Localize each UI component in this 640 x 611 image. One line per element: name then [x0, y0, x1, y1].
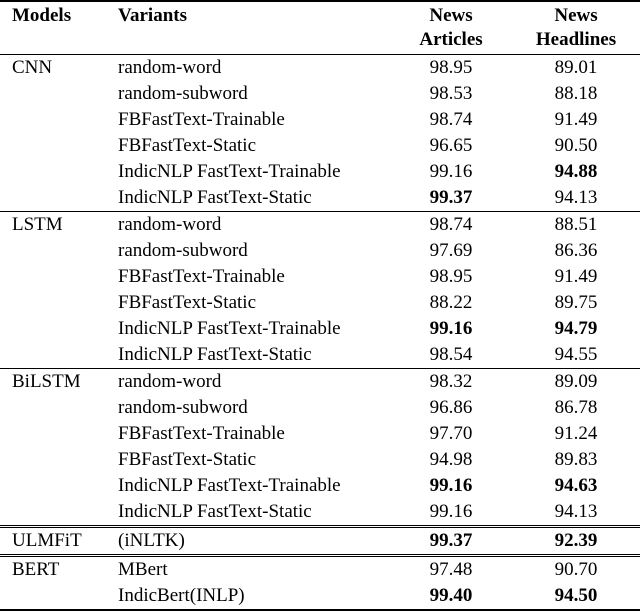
header-news-headlines-line2: Headlines — [512, 28, 640, 55]
model-name-cell — [0, 342, 108, 369]
table-row — [0, 473, 640, 499]
table-row — [0, 447, 640, 473]
table-row — [0, 290, 640, 316]
variant-cell: random-subword — [118, 240, 248, 261]
news-articles-score: 98.95 — [429, 57, 473, 78]
table-row — [0, 369, 640, 396]
news-articles-score: 99.40 — [390, 583, 512, 610]
variant-cell: random-word — [108, 369, 390, 396]
variant-cell: IndicNLP FastText-Static — [118, 344, 312, 365]
header-models: Models — [0, 1, 108, 28]
variant-cell: FBFastText-Static — [118, 135, 257, 156]
news-articles-score: 97.48 — [390, 556, 512, 584]
news-articles-score: 88.22 — [429, 292, 473, 313]
news-articles-score: 99.16 — [429, 161, 473, 182]
model-name-cell — [0, 499, 108, 527]
news-articles-score: 98.54 — [429, 344, 473, 365]
variant-cell: random-subword — [118, 83, 248, 104]
table-row — [0, 316, 640, 342]
table-row — [0, 499, 640, 527]
variant-cell: IndicNLP FastText-Trainable — [118, 161, 341, 182]
header-news-articles-line2: Articles — [390, 28, 512, 55]
table-row — [0, 55, 640, 82]
table-header — [0, 1, 640, 55]
table-row — [0, 81, 640, 107]
news-headlines-score: 89.09 — [512, 369, 640, 396]
news-articles-score: 99.16 — [429, 475, 473, 496]
news-articles-score: 98.74 — [390, 212, 512, 239]
news-headlines-score: 88.51 — [512, 212, 640, 239]
table-row — [0, 159, 640, 185]
model-name-cell — [0, 447, 108, 473]
variant-cell: random-word — [118, 57, 222, 78]
news-articles-score: 97.70 — [429, 423, 473, 444]
model-name-cell — [0, 290, 108, 316]
news-headlines-score: 92.39 — [512, 527, 640, 556]
news-articles-score: 97.69 — [429, 240, 473, 261]
model-name-cell: BiLSTM — [0, 369, 108, 396]
variant-cell: FBFastText-Trainable — [118, 266, 285, 287]
table-row — [0, 583, 640, 610]
variant-cell: FBFastText-Trainable — [118, 423, 285, 444]
news-headlines-score: 86.36 — [554, 240, 598, 261]
header-news-articles-line1: News — [390, 1, 512, 28]
variant-cell: IndicNLP FastText-Trainable — [118, 475, 341, 496]
news-headlines-score: 91.49 — [554, 266, 598, 287]
model-name-cell — [0, 264, 108, 290]
model-name-cell: ULMFiT — [0, 527, 108, 556]
news-articles-score: 99.16 — [429, 501, 473, 522]
news-headlines-score: 94.63 — [554, 475, 598, 496]
variant-cell: FBFastText-Trainable — [118, 109, 285, 130]
news-headlines-score: 90.70 — [512, 556, 640, 584]
news-headlines-score: 94.79 — [554, 318, 598, 339]
variant-cell: IndicNLP FastText-Trainable — [118, 318, 341, 339]
model-name-cell — [0, 238, 108, 264]
table-row — [0, 133, 640, 159]
model-name-cell — [0, 81, 108, 107]
table-row — [0, 342, 640, 369]
variant-cell: (iNLTK) — [108, 527, 390, 556]
variant-cell: random-subword — [118, 397, 248, 418]
table-row — [0, 395, 640, 421]
model-name-cell — [0, 583, 108, 610]
table-row — [0, 238, 640, 264]
news-headlines-score: 89.83 — [554, 449, 598, 470]
news-headlines-score: 89.75 — [554, 292, 598, 313]
news-headlines-score: 91.49 — [554, 109, 598, 130]
news-articles-score: 99.37 — [390, 527, 512, 556]
header-news-headlines-line1: News — [512, 1, 640, 28]
model-name-cell: CNN — [12, 57, 53, 78]
news-headlines-score: 94.55 — [554, 344, 598, 365]
table-row — [0, 185, 640, 212]
news-headlines-score: 94.13 — [554, 501, 598, 522]
model-name-cell: BERT — [0, 556, 108, 584]
news-headlines-score: 89.01 — [554, 57, 598, 78]
header-spacer — [108, 28, 390, 55]
news-articles-score: 99.37 — [429, 187, 473, 208]
variant-cell: MBert — [108, 556, 390, 584]
news-headlines-score: 94.88 — [554, 161, 598, 182]
news-headlines-score: 90.50 — [554, 135, 598, 156]
variant-cell: IndicNLP FastText-Static — [118, 501, 312, 522]
table-row — [0, 264, 640, 290]
news-articles-score: 99.16 — [429, 318, 473, 339]
variant-cell: IndicBert(INLP) — [108, 583, 390, 610]
news-articles-score: 98.32 — [390, 369, 512, 396]
table-row — [0, 527, 640, 556]
model-name-cell — [0, 133, 108, 159]
news-articles-score: 96.65 — [429, 135, 473, 156]
model-name-cell — [0, 421, 108, 447]
table-row — [0, 107, 640, 133]
table-row — [0, 212, 640, 239]
model-name-cell — [0, 185, 108, 212]
variant-cell: random-word — [108, 212, 390, 239]
news-headlines-score: 86.78 — [554, 397, 598, 418]
model-name-cell — [0, 395, 108, 421]
model-name-cell — [0, 107, 108, 133]
model-name-cell: LSTM — [0, 212, 108, 239]
model-name-cell — [0, 473, 108, 499]
variant-cell: FBFastText-Static — [118, 449, 257, 470]
table-body — [0, 55, 640, 611]
news-articles-score: 98.95 — [429, 266, 473, 287]
news-headlines-score: 88.18 — [554, 83, 598, 104]
table-row — [0, 556, 640, 584]
news-headlines-score: 91.24 — [554, 423, 598, 444]
news-headlines-score: 94.13 — [554, 187, 598, 208]
variant-cell: FBFastText-Static — [118, 292, 257, 313]
model-name-cell — [0, 316, 108, 342]
header-variants: Variants — [108, 1, 390, 28]
news-articles-score: 98.53 — [429, 83, 473, 104]
news-articles-score: 98.74 — [429, 109, 473, 130]
model-name-cell — [0, 159, 108, 185]
news-articles-score: 96.86 — [429, 397, 473, 418]
variant-cell: IndicNLP FastText-Static — [118, 187, 312, 208]
header-spacer — [0, 28, 108, 55]
news-headlines-score: 94.50 — [512, 583, 640, 610]
news-articles-score: 94.98 — [429, 449, 473, 470]
table-row — [0, 421, 640, 447]
